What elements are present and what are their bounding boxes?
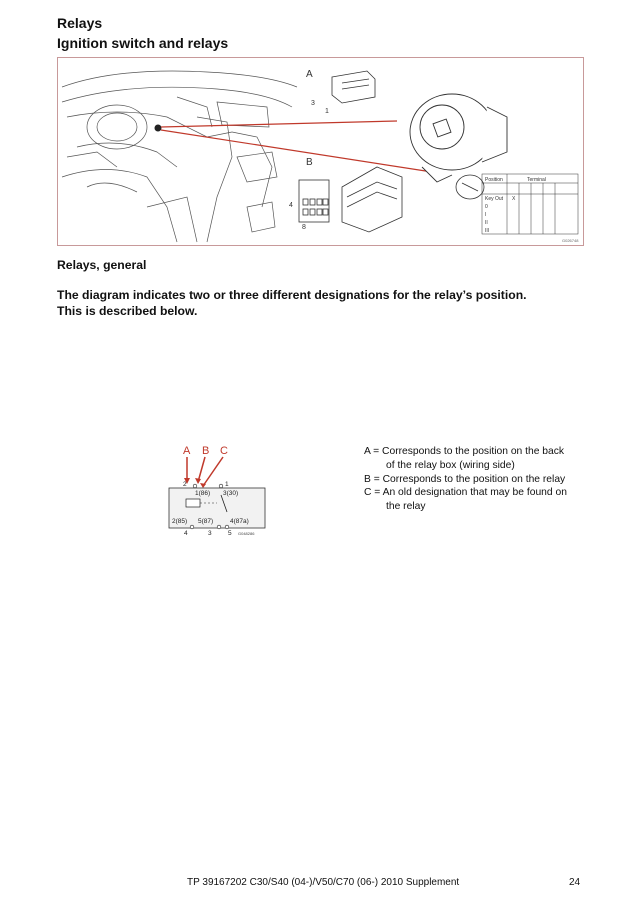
relay-coil [186, 499, 200, 507]
relay-label-b: B [202, 445, 210, 457]
relay-term-87: 5(87) [198, 518, 214, 525]
table-row-0: 0 [485, 204, 488, 210]
table-row-key-out: Key Out [485, 196, 504, 202]
pin-4-label: 4 [289, 202, 293, 209]
relay-term-30: 3(30) [223, 490, 239, 497]
ignition-location-marker [155, 125, 162, 132]
relay-term-5: 5 [228, 530, 232, 537]
ignition-switch-figure [57, 57, 584, 246]
figure-label-b: B [306, 157, 313, 168]
page-title: Relays [57, 15, 103, 31]
legend-a-line1: A = Corresponds to the position on the back [364, 446, 565, 457]
relay-term-1: 1 [225, 481, 229, 488]
connector-b-face [299, 180, 329, 222]
section-paragraph-line1: The diagram indicates two or three different designations for the relay’s position. [57, 288, 527, 302]
key-cylinder [456, 175, 484, 199]
relay-label-c: C [220, 445, 228, 457]
footer-page-number: 24 [569, 877, 581, 888]
pin-3-label: 3 [311, 100, 315, 107]
section-heading: Relays, general [57, 258, 147, 272]
legend-a-line2: of the relay box (wiring side) [386, 459, 515, 471]
footer-doc-title: TP 39167202 C30/S40 (04-)/V50/C70 (06-) 2010 Supplement [187, 877, 460, 888]
figure-label-a: A [306, 69, 313, 80]
table-mark-key-out: X [512, 196, 516, 202]
legend-c-line1: C = An old designation that may be found on [364, 487, 567, 499]
relay-term-86: 1(86) [195, 490, 211, 497]
relay-label-a: A [183, 445, 191, 457]
table-row-ii: II [485, 220, 488, 226]
relay-legend [364, 445, 594, 514]
relay-term-2: 2 [183, 481, 187, 488]
table-terminal-header: Terminal [527, 177, 546, 183]
relay-term-85: 2(85) [172, 518, 188, 525]
connector-a [332, 71, 375, 103]
section-paragraph-line2: This is described below. [57, 304, 198, 318]
relay-term-3: 3 [208, 530, 212, 537]
pin-1-label: 1 [325, 108, 329, 115]
relay-diagram [165, 440, 270, 540]
page-subtitle: Ignition switch and relays [57, 35, 229, 51]
relay-code: G048286 [238, 531, 255, 536]
table-row-i: I [485, 212, 487, 218]
legend-c-line2: the relay [386, 501, 426, 513]
table-row-iii: III [485, 228, 490, 234]
table-position-header: Position [485, 177, 503, 183]
relay-term-4: 4 [184, 530, 188, 537]
legend-b-line1: B = Corresponds to the position on the relay [364, 473, 566, 485]
figure-ref-code: G026748 [562, 238, 579, 243]
pin-8-label: 8 [302, 224, 306, 231]
relay-term-87a: 4(87a) [230, 518, 249, 525]
